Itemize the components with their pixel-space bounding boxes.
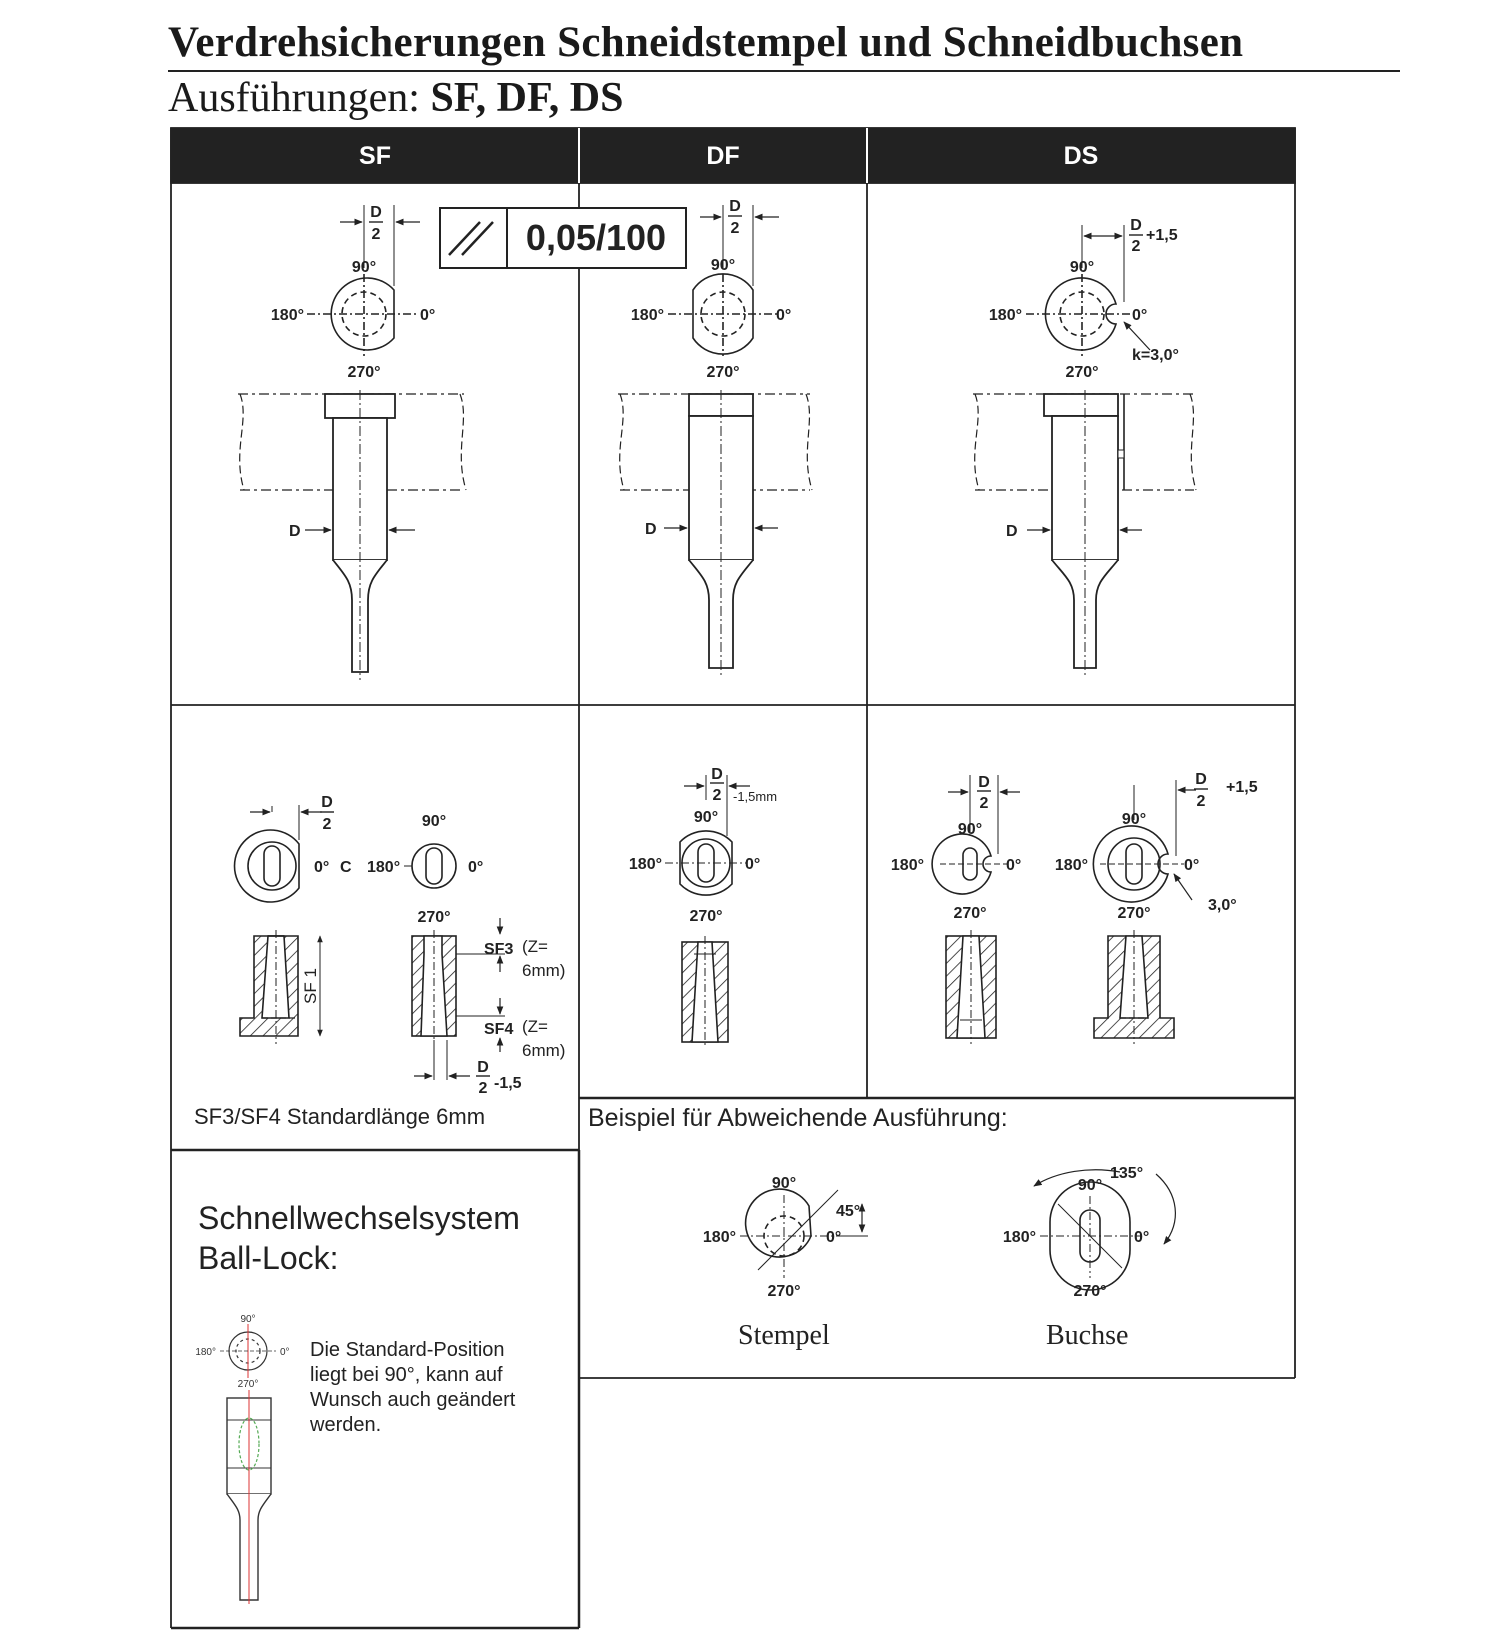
ds-bush2-label-0: 0° xyxy=(1184,857,1200,874)
sf-bush2-label-0: 0° xyxy=(468,859,484,876)
sf-punch-dim-d: D xyxy=(289,523,301,540)
sf-punch-topview xyxy=(307,205,420,356)
df-bushing-section xyxy=(682,936,728,1048)
column-header-ds: DS xyxy=(1063,142,1099,170)
ds-bush1-label-180: 180° xyxy=(890,857,924,874)
ball-lock-label-180: 180° xyxy=(195,1347,216,1358)
example-title: Beispiel für Abweichende Ausführung: xyxy=(588,1104,1008,1132)
ex-buchse-label-90: 90° xyxy=(1077,1177,1103,1194)
ds-bush2-label-90: 90° xyxy=(1121,811,1147,828)
subtitle-variants: SF, DF, DS xyxy=(430,75,624,121)
sf4-dim-2: 2 xyxy=(478,1080,488,1097)
sf-label-180: 180° xyxy=(270,307,304,324)
sf-bush-label-0: 0° xyxy=(314,859,330,876)
ds-bush2-label-180: 180° xyxy=(1054,857,1088,874)
df-bush-label-270: 270° xyxy=(689,908,723,925)
ball-lock-title-line2: Ball-Lock: xyxy=(198,1240,339,1276)
ex-stempel-label-90: 90° xyxy=(771,1175,797,1192)
df-bush-label-180: 180° xyxy=(628,856,662,873)
ds-bushing1-section xyxy=(946,930,996,1044)
ball-lock-text-line: liegt bei 90°, kann auf xyxy=(310,1364,503,1386)
ds-bush2-label-270: 270° xyxy=(1117,905,1151,922)
ball-lock-label-0: 0° xyxy=(280,1347,290,1358)
ball-lock-drawing xyxy=(220,1324,276,1604)
ball-lock-title-line1: Schnellwechselsystem xyxy=(198,1200,520,1236)
example-buchse-drawing xyxy=(1034,1170,1175,1290)
ds-label-270: 270° xyxy=(1065,364,1099,381)
sf3-label: SF3 xyxy=(484,941,514,958)
sf-dim-2: 2 xyxy=(371,226,381,243)
df-label-90: 90° xyxy=(710,257,736,274)
df-label-0: 0° xyxy=(776,307,792,324)
ds-bushing2-section xyxy=(1094,930,1174,1044)
tolerance-value: 0,05/100 xyxy=(525,217,667,258)
df-label-180: 180° xyxy=(630,307,664,324)
ex-stempel-label-180: 180° xyxy=(702,1229,736,1246)
df-dim-2: 2 xyxy=(730,220,740,237)
ex-stempel-label-270: 270° xyxy=(767,1283,801,1300)
sf4-dim-minus: -1,5 xyxy=(494,1075,522,1092)
ds-bush2-dim-plus: +1,5 xyxy=(1226,779,1258,796)
ball-lock-text-line: Wunsch auch geändert xyxy=(310,1389,516,1411)
df-label-270: 270° xyxy=(706,364,740,381)
ball-lock-label-90: 90° xyxy=(240,1314,256,1325)
tolerance-box xyxy=(440,208,686,268)
sf4-z-line1: (Z= xyxy=(522,1017,548,1036)
ds-bush2-dim-2: 2 xyxy=(1196,793,1206,810)
df-bush-label-0: 0° xyxy=(745,856,761,873)
sf4-z-line2: 6mm) xyxy=(522,1041,566,1060)
sf-label-270: 270° xyxy=(347,364,381,381)
ds-bush1-label-90: 90° xyxy=(957,821,983,838)
sf-punch-sideview xyxy=(238,390,466,680)
sf4-label: SF4 xyxy=(484,1021,514,1038)
example-caption-buchse: Buchse xyxy=(1046,1320,1129,1351)
ds-bush1-dim-2: 2 xyxy=(979,795,989,812)
sf-label-0: 0° xyxy=(420,307,436,324)
ds-bushing2-topview xyxy=(1093,780,1196,902)
df-bush-label-90: 90° xyxy=(693,809,719,826)
df-bush-dim-d: D xyxy=(711,766,723,783)
ex-buchse-label-0: 0° xyxy=(1134,1229,1150,1246)
sf-bush-dim-d: D xyxy=(321,794,333,811)
ball-lock-text-line: werden. xyxy=(310,1414,382,1436)
ball-lock-label-270: 270° xyxy=(237,1379,259,1390)
example-caption-stempel: Stempel xyxy=(738,1320,830,1351)
centerline-symbol: C xyxy=(340,859,352,876)
df-bush-dim-minus: -1,5mm xyxy=(733,789,778,804)
sf-bush2-label-180: 180° xyxy=(367,859,401,876)
df-punch-dim-d: D xyxy=(645,521,657,538)
ex-stempel-label-45: 45° xyxy=(836,1203,861,1220)
sf-bush2-label-270: 270° xyxy=(417,909,451,926)
ball-lock-description xyxy=(310,1338,515,1438)
ds-bush2-dim-d: D xyxy=(1195,771,1207,788)
ds-bush2-label-30: 3,0° xyxy=(1208,897,1237,914)
df-bush-dim-2: 2 xyxy=(712,787,722,804)
sf-bush-dim-2: 2 xyxy=(322,816,332,833)
sf-bush2-label-90: 90° xyxy=(421,813,447,830)
ds-label-90: 90° xyxy=(1069,259,1095,276)
sf3-z-line1: (Z= xyxy=(522,937,548,956)
df-dim-d: D xyxy=(729,198,741,215)
ds-bush1-label-270: 270° xyxy=(953,905,987,922)
ex-stempel-label-0: 0° xyxy=(826,1229,842,1246)
sf-dim-d: D xyxy=(370,204,382,221)
sf4-dim-d: D xyxy=(477,1059,489,1076)
column-header-df: DF xyxy=(706,142,740,170)
ds-punch-dim-d: D xyxy=(1006,523,1018,540)
subtitle-prefix: Ausführungen: xyxy=(168,75,420,121)
ds-label-k: k=3,0° xyxy=(1132,347,1179,364)
ds-label-180: 180° xyxy=(988,307,1022,324)
column-header-sf: SF xyxy=(359,142,391,170)
sf3-z-line2: 6mm) xyxy=(522,961,566,980)
ds-dim-2: 2 xyxy=(1131,238,1141,255)
ds-label-0: 0° xyxy=(1132,307,1148,324)
ds-bush1-dim-d: D xyxy=(978,774,990,791)
ds-dim-d: D xyxy=(1130,217,1142,234)
ex-buchse-label-270: 270° xyxy=(1073,1283,1107,1300)
ex-buchse-label-180: 180° xyxy=(1002,1229,1036,1246)
sf1-label: SF 1 xyxy=(301,968,320,1004)
sf-label-90: 90° xyxy=(351,259,377,276)
ds-dim-plus: +1,5 xyxy=(1146,227,1178,244)
sf-standard-note: SF3/SF4 Standardlänge 6mm xyxy=(194,1104,486,1129)
ex-buchse-label-135: 135° xyxy=(1110,1165,1144,1182)
ds-bush1-label-0: 0° xyxy=(1006,857,1022,874)
ball-lock-text-line: Die Standard-Position xyxy=(310,1339,505,1361)
page-title: Verdrehsicherungen Schneidstempel und Schneidbuchsen xyxy=(168,19,1244,66)
